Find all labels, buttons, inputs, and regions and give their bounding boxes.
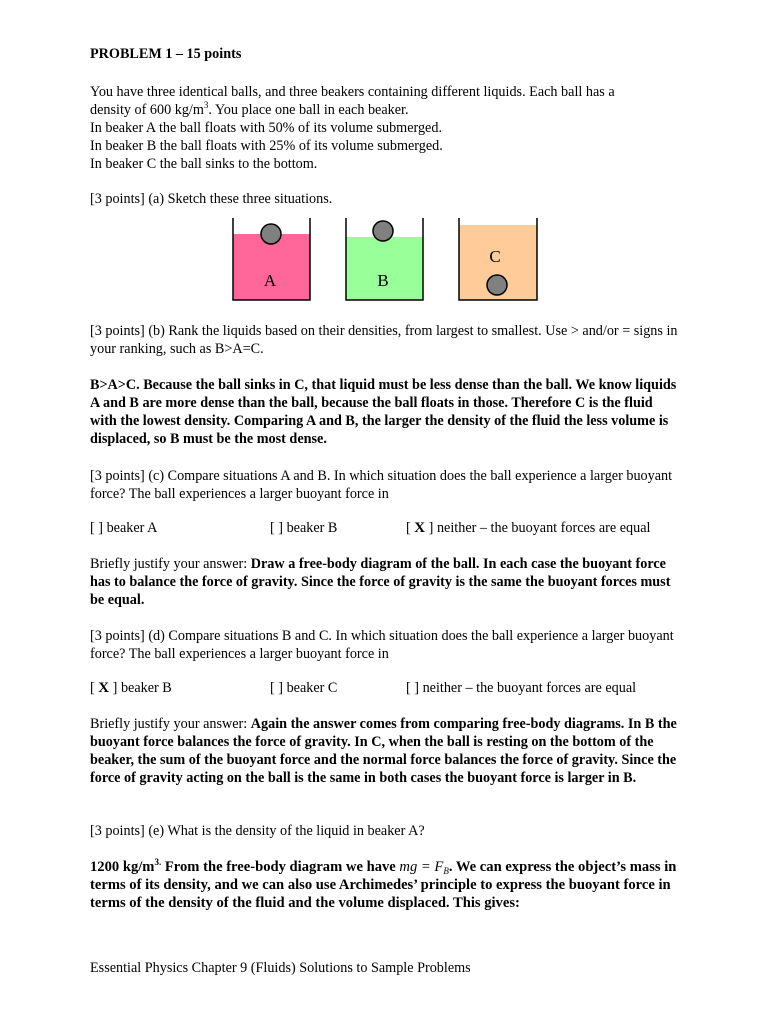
- part-d-option-beaker-c[interactable]: [ ] beaker C: [270, 680, 338, 696]
- problem-title: PROBLEM 1 – 15 points: [90, 46, 242, 62]
- part-d-justification: Briefly justify your answer: Again the answer comes from comparing free-body diagrams. In B the buoyant force balances the force of gravity. In C, when the ball is resting on the bottom of the beaker, the sum of the buoyant force and the normal force balances the force of gravity. Since the force of gravity acting on the ball is the same in both cases the buoyant force is larger in B.: [90, 716, 677, 786]
- part-c-option-beaker-a[interactable]: [ ] beaker A: [90, 520, 158, 536]
- beaker-c-ball: [487, 275, 507, 295]
- part-c-question: [3 points] (c) Compare situations A and B. In which situation does the ball experience a larger buoyant force? The ball experiences a larger buoyant force in: [90, 468, 673, 502]
- part-c-option-beaker-b[interactable]: [ ] beaker B: [270, 520, 338, 536]
- page-footer: Essential Physics Chapter 9 (Fluids) Solutions to Sample Problems: [90, 960, 471, 976]
- part-d-option-beaker-b[interactable]: [ X ] beaker B: [90, 680, 172, 696]
- part-d-question: [3 points] (d) Compare situations B and C. In which situation does the ball experience a larger buoyant force? The ball experiences a larger buoyant force in: [90, 628, 674, 662]
- part-b-answer: B>A>C. Because the ball sinks in C, that liquid must be less dense than the ball. We know liquids A and B are more dense than the ball, because the ball floats in those. Therefore C is the fluid with the lowest density. Comparing A and B, the larger the density of the fluid the less volume is displaced, so B must be the most dense.: [90, 377, 677, 447]
- beaker-b-label: B: [377, 271, 389, 290]
- intro-line-5: In beaker C the ball sinks to the bottom.: [90, 156, 318, 172]
- part-b-question: [3 points] (b) Rank the liquids based on their densities, from largest to smallest. Use > and/or = signs in your ranking, such as B>A=C.: [90, 323, 678, 357]
- part-a-question: [3 points] (a) Sketch these three situations.: [90, 191, 333, 207]
- intro-line-1: You have three identical balls, and three beakers containing different liquids. Each ball has a: [90, 84, 615, 100]
- intro-line-4: In beaker B the ball floats with 25% of its volume submerged.: [90, 138, 443, 154]
- equation-mg-equals-fb: mg = $F_B$: [399, 859, 449, 876]
- beaker-b-liquid: [346, 237, 423, 300]
- beaker-b-ball: [373, 221, 393, 241]
- intro-line-3: In beaker A the ball floats with 50% of its volume submerged.: [90, 120, 442, 136]
- beakers-figure: [230, 212, 540, 304]
- part-c-option-neither[interactable]: [ X ] neither – the buoyant forces are equal: [406, 520, 651, 536]
- problem-intro: [90, 83, 680, 173]
- intro-line-2: density of 600 $kg/m^3$. You place one ball in each beaker.: [90, 100, 409, 118]
- part-d-options: [90, 679, 680, 697]
- part-e-answer: 1200 $kg/m^{3.}$ From the free-body diagram we have mg = $F_B$. We can express the object’s mass in terms of its density, and we can also use Archimedes’ principle to express the buoyant force in terms of the density of the fluid and the volume displaced. This gives:: [90, 857, 677, 911]
- beaker-c-label: C: [489, 247, 501, 266]
- beaker-a-ball: [261, 224, 281, 244]
- part-d-option-neither[interactable]: [ ] neither – the buoyant forces are equal: [406, 680, 637, 696]
- part-e-question: [3 points] (e) What is the density of the liquid in beaker A?: [90, 823, 425, 839]
- beaker-a: [233, 218, 310, 300]
- beaker-c: [459, 218, 537, 300]
- beaker-a-label: A: [263, 271, 277, 290]
- part-c-justification: Briefly justify your answer: Draw a free-body diagram of the ball. In each case the buoyant force has to balance the force of gravity. Since the force of gravity is the same the buoyant forces must be equal.: [90, 556, 671, 608]
- part-c-options: [90, 519, 680, 537]
- beaker-b: [346, 218, 423, 300]
